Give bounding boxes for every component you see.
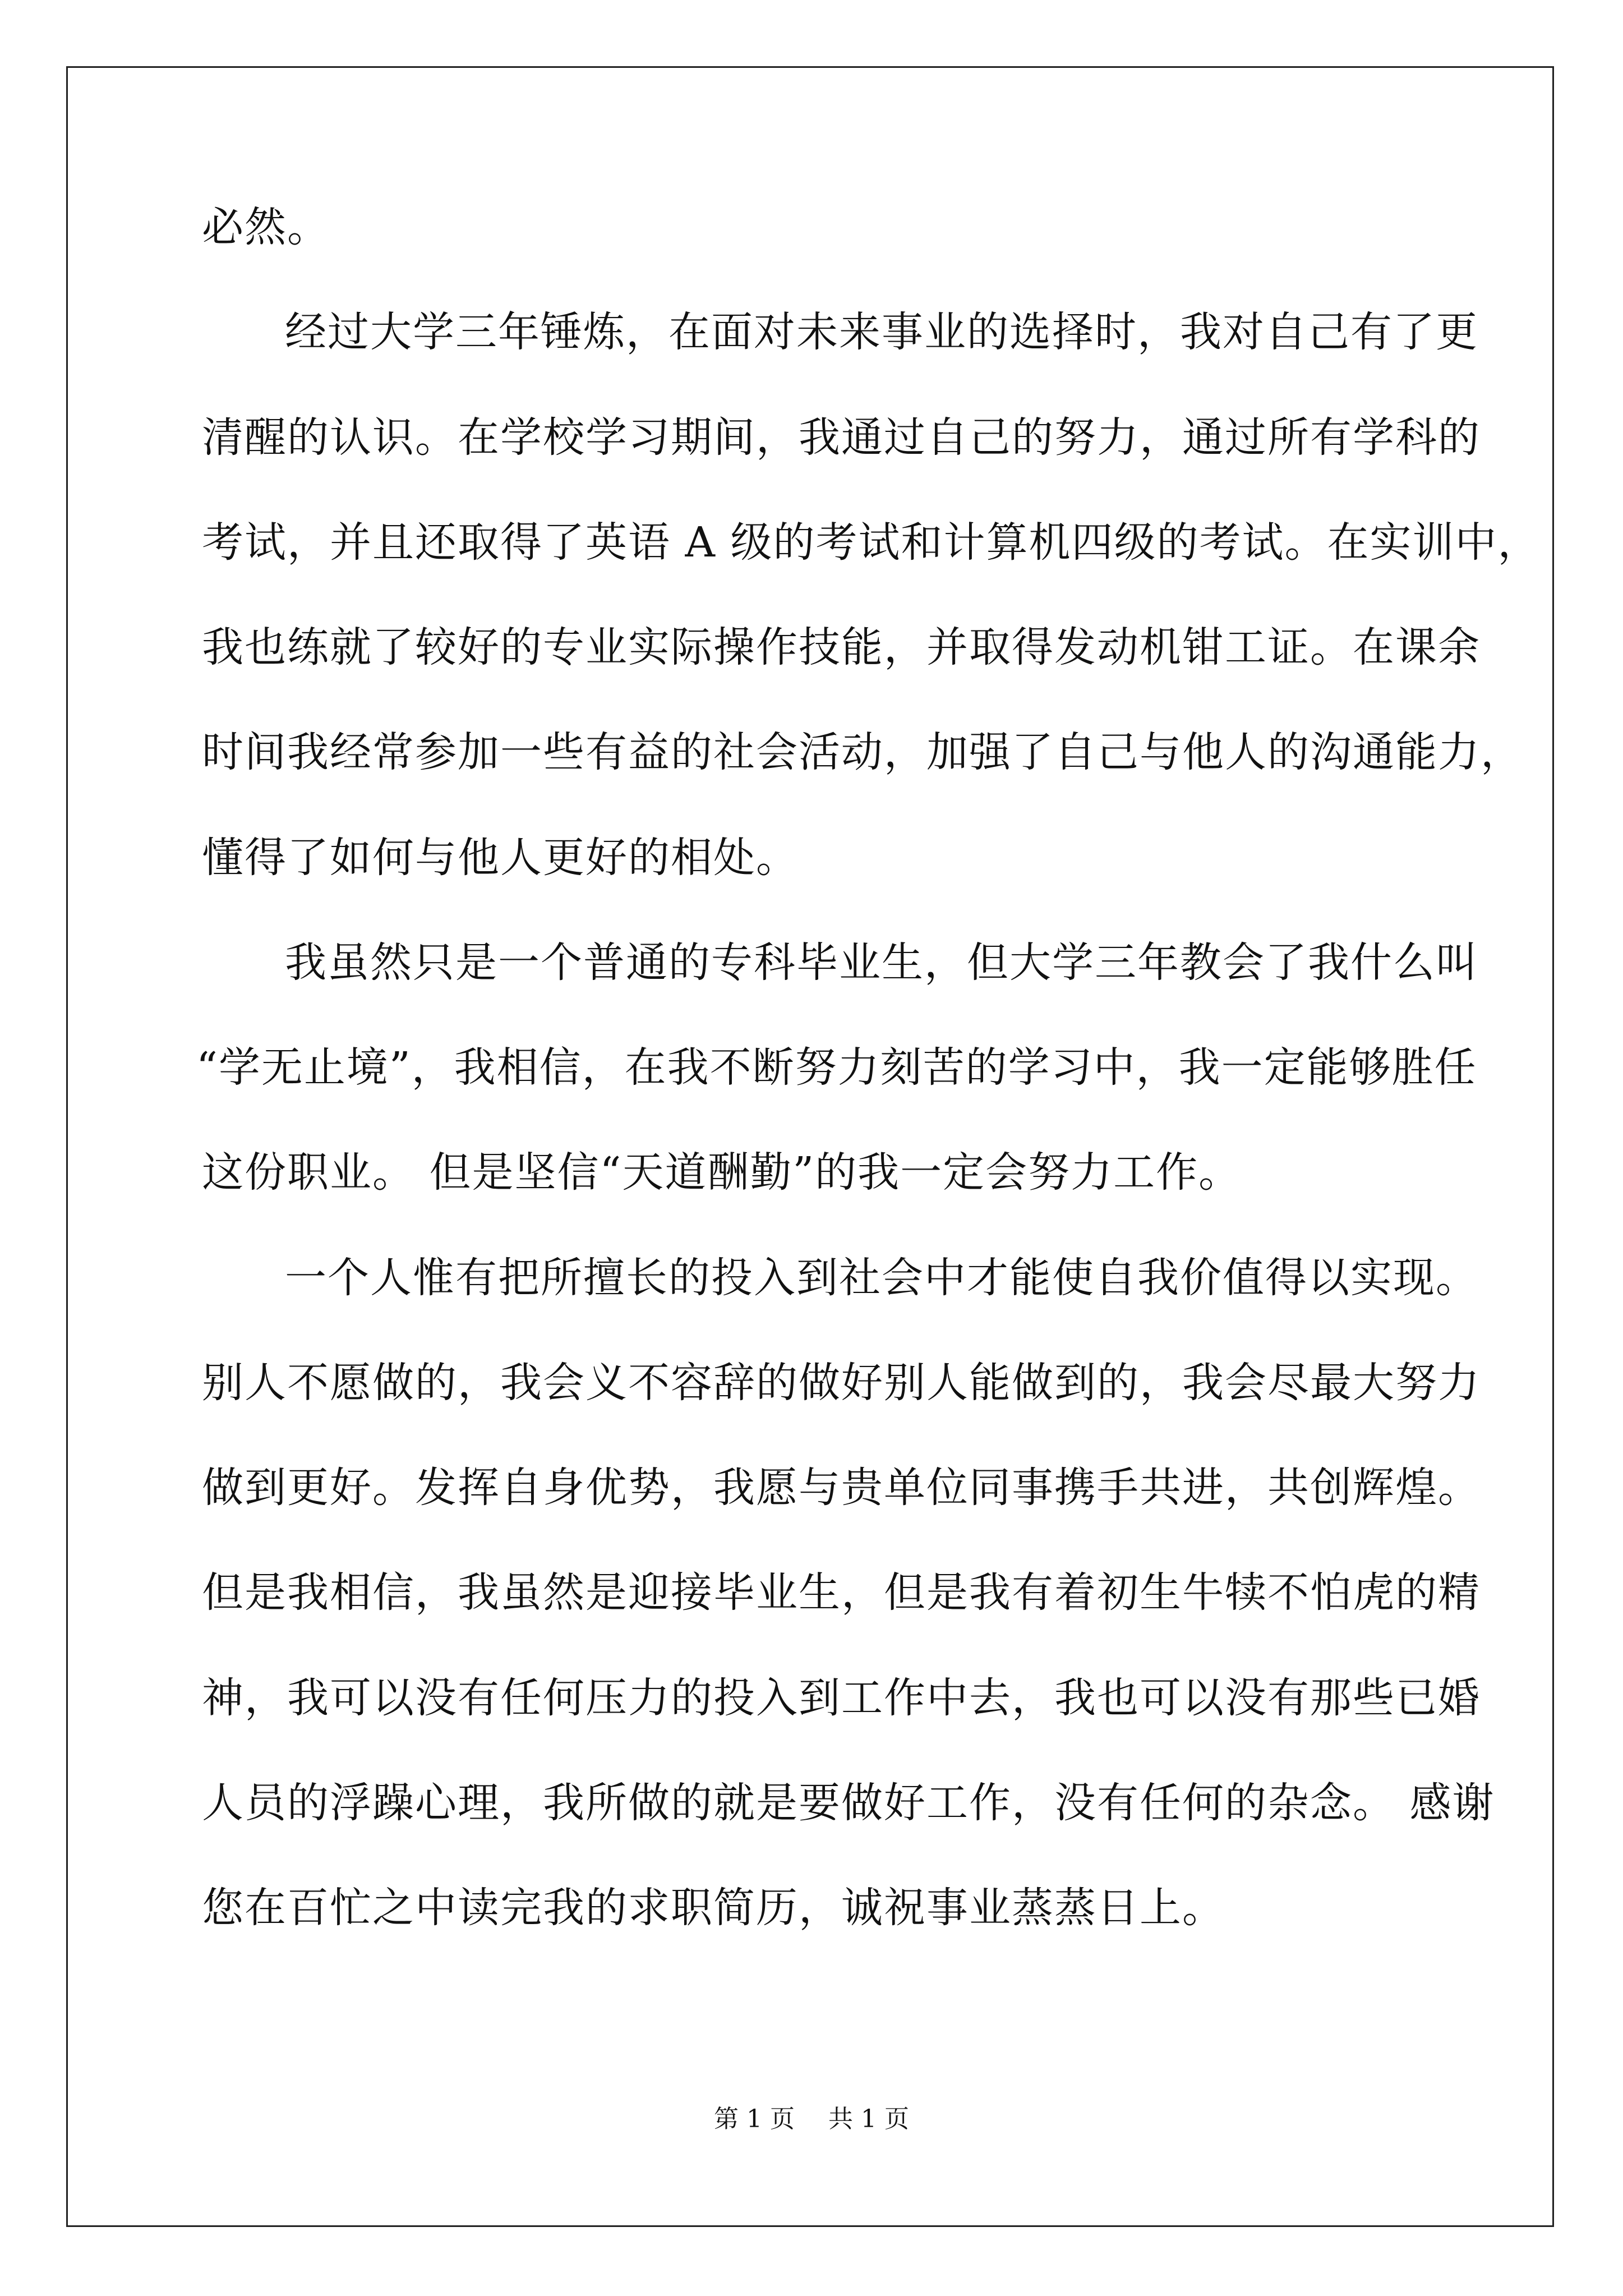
text-line: 我也练就了较好的专业实际操作技能，并取得发动机钳工证。在课余	[202, 623, 1481, 671]
text-line: 做到更好。发挥自身优势，我愿与贵单位同事携手共进，共创辉煌。	[202, 1464, 1481, 1512]
text-line: 神，我可以没有任何压力的投入到工作中去，我也可以没有那些已婚	[202, 1674, 1481, 1722]
text-line: 您在百忙之中读完我的求职简历，诚祝事业蒸蒸日上。	[202, 1884, 1225, 1932]
paragraph-first-line: 一个人惟有把所擅长的投入到社会中才能使自我价值得以实现。	[285, 1254, 1478, 1302]
text-line: 但是我相信，我虽然是迎接毕业生，但是我有着初生牛犊不怕虎的精	[202, 1568, 1481, 1617]
page-total: 共 1 页	[828, 2105, 909, 2133]
text-line: 这份职业。 但是坚信“天道酬勤”的我一定会努力工作。	[202, 1148, 1242, 1197]
page-number: 第 1 页	[714, 2105, 795, 2133]
paragraph-first-line: 我虽然只是一个普通的专科毕业生，但大学三年教会了我什么叫	[285, 938, 1478, 987]
text-line: 别人不愿做的，我会义不容辞的做好别人能做到的，我会尽最大努力	[202, 1359, 1481, 1407]
paragraph-first-line: 经过大学三年锤炼，在面对未来事业的选择时，我对自己有了更	[285, 308, 1478, 356]
text-line: 懂得了如何与他人更好的相处。	[202, 834, 799, 882]
text-line: 必然。	[202, 203, 330, 251]
text-line: 考试，并且还取得了英语 A 级的考试和计算机四级的考试。在实训中，	[202, 518, 1541, 567]
text-line: 人员的浮躁心理，我所做的就是要做好工作，没有任何的杂念。 感谢	[202, 1779, 1495, 1827]
text-line: “学无止境”，我相信，在我不断努力刻苦的学习中，我一定能够胜任	[196, 1043, 1477, 1092]
text-line: 时间我经常参加一些有益的社会活动，加强了自己与他人的沟通能力，	[202, 728, 1523, 776]
text-line: 清醒的认识。在学校学习期间，我通过自己的努力，通过所有学科的	[202, 413, 1481, 462]
page-footer	[0, 2104, 1623, 2135]
